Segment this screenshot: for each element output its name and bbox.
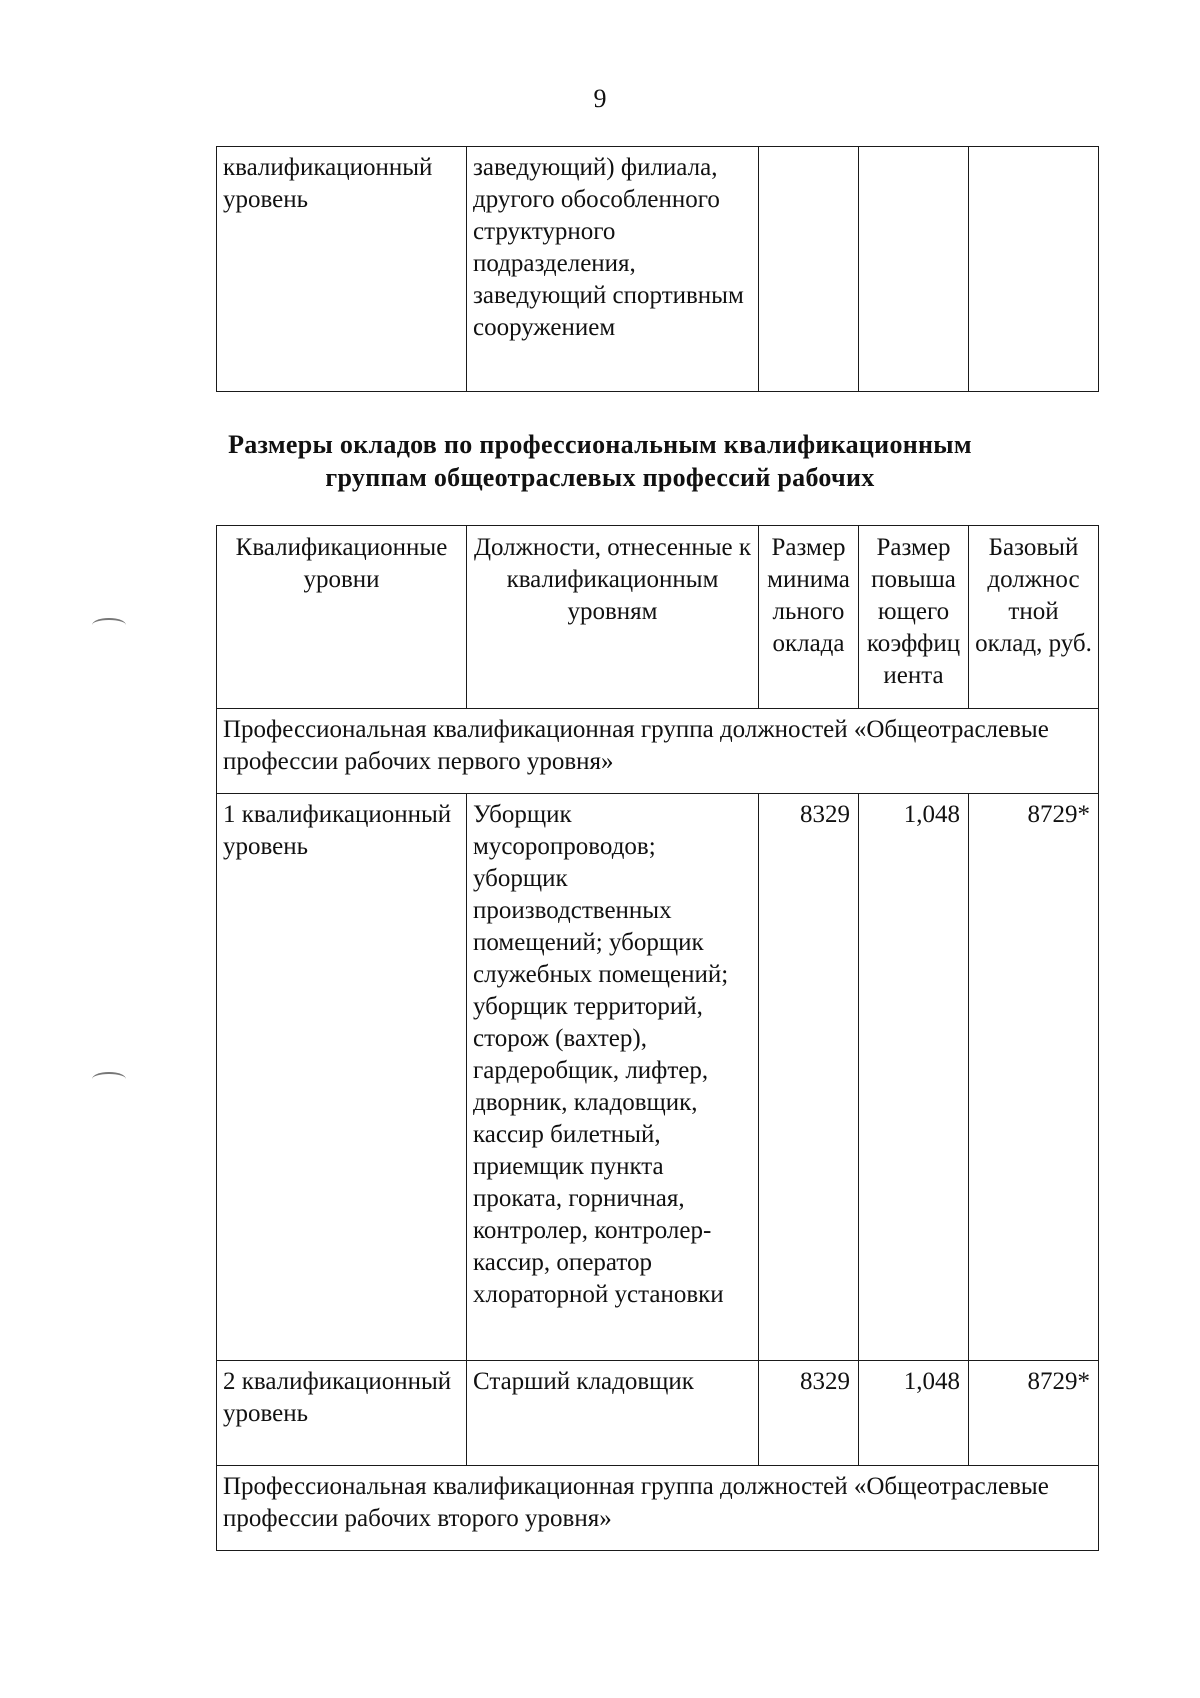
header-coefficient: Размер повыша ющего коэффиц иента <box>859 526 969 709</box>
level-cell: 1 квалификационный уровень <box>217 794 467 1361</box>
section-title <box>200 428 1000 494</box>
header-min-salary: Размер минима льного оклада <box>759 526 859 709</box>
group-row <box>217 709 1099 794</box>
empty-cell <box>759 147 859 392</box>
salary-table <box>216 525 1099 1551</box>
scan-artifact-mark <box>92 618 126 632</box>
table-row <box>217 794 1099 1361</box>
header-levels: Квалификационные уровни <box>217 526 467 709</box>
min-salary-cell: 8329 <box>759 794 859 1361</box>
base-salary-cell: 8729* <box>969 794 1099 1361</box>
header-positions: Должности, отнесенные к квалификационным уровням <box>467 526 759 709</box>
section-title-line: группам общеотраслевых профессий рабочих <box>325 463 875 492</box>
page-number: 9 <box>593 84 607 113</box>
empty-cell <box>969 147 1099 392</box>
coefficient-cell: 1,048 <box>859 1361 969 1466</box>
positions-cell: Старший кладовщик <box>467 1361 759 1466</box>
empty-cell <box>859 147 969 392</box>
base-salary-cell: 8729* <box>969 1361 1099 1466</box>
group-row <box>217 1466 1099 1551</box>
level-cell: квалификационный уровень <box>217 147 467 392</box>
scan-artifact-mark <box>92 1072 126 1086</box>
header-row <box>217 526 1099 709</box>
group-title: Профессиональная квалификационная группа должностей «Общеотраслевые профессии рабочих второго уровня» <box>217 1466 1099 1551</box>
positions-cell: заведующий) филиала, другого обособленного структурного подразделения, заведующий спортивным сооружением <box>467 147 759 392</box>
group-title: Профессиональная квалификационная группа должностей «Общеотраслевые профессии рабочих первого уровня» <box>217 709 1099 794</box>
coefficient-cell: 1,048 <box>859 794 969 1361</box>
continued-table <box>216 146 1099 392</box>
header-base-salary: Базовый должнос тной оклад, руб. <box>969 526 1099 709</box>
positions-cell: Уборщик мусоропроводов; уборщик производственных помещений; уборщик служебных помещений; уборщик территорий, сторож (вахтер), гардеробщик, лифтер, дворник, кладовщик, кассир билетный, приемщик пункта проката, горничная, контролер, контролер-кассир, оператор хлораторной установки <box>467 794 759 1361</box>
min-salary-cell: 8329 <box>759 1361 859 1466</box>
level-cell: 2 квалификационный уровень <box>217 1361 467 1466</box>
table-row <box>217 1361 1099 1466</box>
section-title-line: Размеры окладов по профессиональным квалификационным <box>228 430 972 459</box>
table-row <box>217 147 1099 392</box>
